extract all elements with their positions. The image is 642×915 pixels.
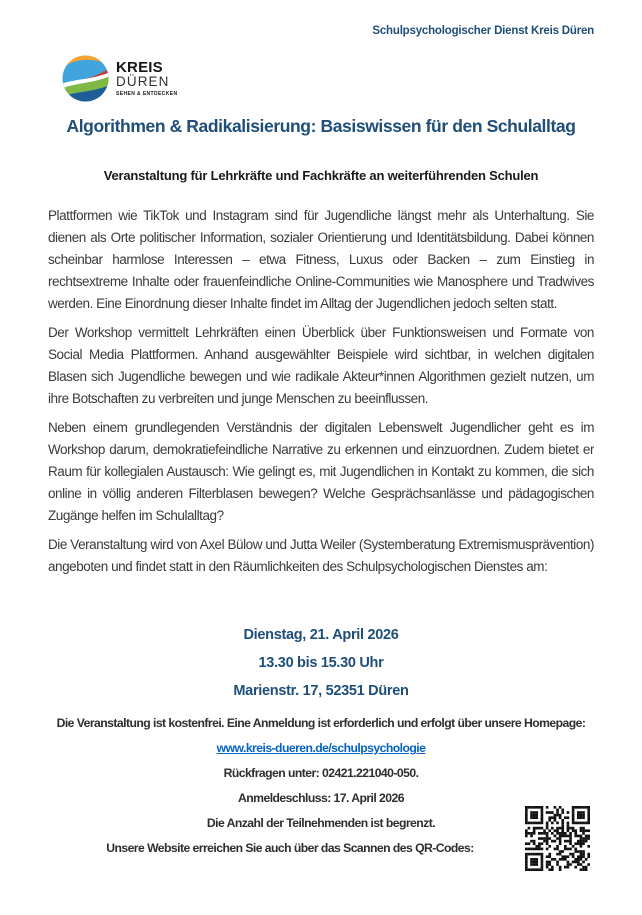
- event-details: [0, 626, 642, 710]
- event-address: Marienstr. 17, 52351 Düren: [233, 683, 409, 699]
- body-text: [48, 205, 594, 625]
- phone-note: Rückfragen unter: 02421.221040-050.: [223, 766, 419, 780]
- qr-hint: Unsere Website erreichen Sie auch über das Scannen des QR-Codes:: [106, 841, 474, 855]
- capacity-note: Die Anzahl der Teilnehmenden ist begrenzt.: [206, 816, 436, 830]
- logo-wordmark: [116, 60, 178, 98]
- deadline-note: Anmeldeschluss: 17. April 2026: [238, 791, 404, 805]
- logo-globe-icon: [62, 55, 109, 102]
- page-title: Algorithmen & Radikalisierung: Basiswissen für den Schulalltag: [66, 116, 576, 136]
- logo-word-kreis: KREIS: [116, 58, 163, 76]
- header-org-name: Schulpsychologischer Dienst Kreis Düren: [372, 25, 594, 37]
- homepage-link[interactable]: www.kreis-dueren.de/schulpsychologie: [216, 741, 426, 755]
- logo-tagline: SEHEN & ENTDECKEN: [116, 91, 178, 98]
- logo-word-dueren: DÜREN: [116, 73, 170, 89]
- event-time: 13.30 bis 15.30 Uhr: [258, 655, 384, 671]
- subtitle: Veranstaltung für Lehrkräfte und Fachkräfte an weiterführenden Schulen: [103, 168, 539, 183]
- kreis-dueren-logo: [62, 55, 178, 102]
- registration-note: Die Veranstaltung ist kostenfrei. Eine Anmeldung ist erforderlich und erfolgt über unsere Homepage:: [56, 716, 586, 730]
- paragraph-goals: Neben einem grundlegenden Verständnis der digitalen Lebenswelt Jugendlicher geht es im Workshop darum, demokratiefeindliche Narrative zu erkennen und einzuordnen. Zudem bietet er Raum für kollegialen Austausch: Wie gelingt es, mit Jugendlichen in Kontakt zu kommen, die sich online in völlig anderen Filterblasen bewegen? Welche Gesprächsanlässe und pädagogischen Zugänge helfen im Schulalltag?: [48, 420, 594, 523]
- qr-code: [525, 806, 590, 871]
- paragraph-workshop-overview: Der Workshop vermittelt Lehrkräften einen Überblick über Funktionsweisen und Formate von Social Media Plattformen. Anhand ausgewählter Beispiele wird sichtbar, in welchen digitalen Blasen sich Jugendliche bewegen und wie radikale Akteur*innen Algorithmen gezielt nutzen, um ihre Botschaften zu verbreiten und junge Menschen zu beeinflussen.: [48, 325, 594, 406]
- paragraph-organizers: Die Veranstaltung wird von Axel Bülow und Jutta Weiler (Systemberatung Extremismusprävention) angeboten und findet statt in den Räumlichkeiten des Schulpsychologischen Dienstes am:: [48, 537, 594, 574]
- event-date: Dienstag, 21. April 2026: [243, 627, 399, 643]
- paragraph-platforms: Plattformen wie TikTok und Instagram sind für Jugendliche längst mehr als Unterhaltung. Sie dienen als Orte politischer Information, sozialer Orientierung und Identitätsbildung. Dabei können scheinbar harmlose Interessen – etwa Fitness, Luxus oder Backen – zum Einstieg in rechtsextreme Inhalte oder frauenfeindliche Online-Communities wie Manosphere und Tradwives werden. Eine Einordnung dieser Inhalte findet im Alltag der Jugendlichen jedoch selten statt.: [48, 208, 594, 311]
